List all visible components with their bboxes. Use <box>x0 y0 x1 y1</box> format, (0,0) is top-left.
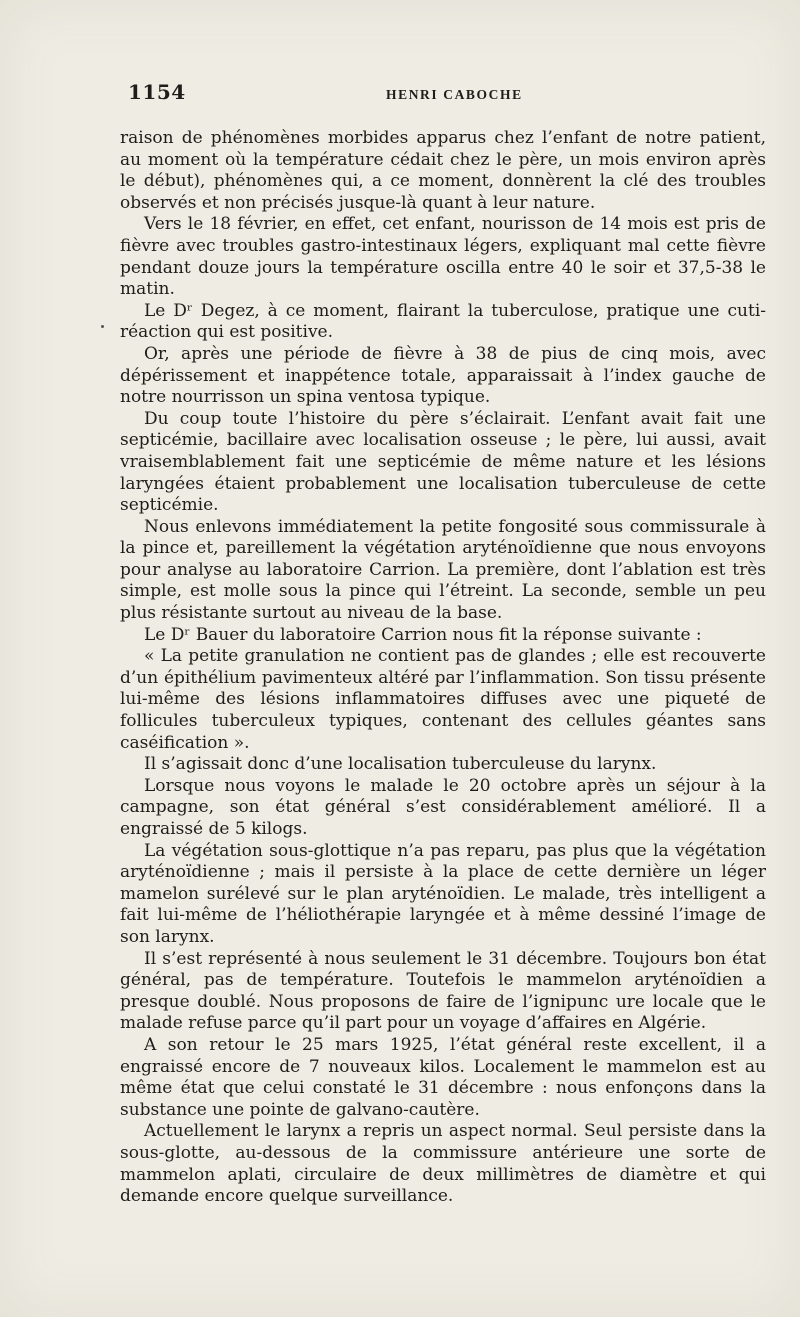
running-head-author: HENRI CABOCHE <box>386 87 523 102</box>
paragraph: Actuellement le larynx a repris un aspect normal. Seul persiste dans la sous-glotte, au-dessous de la commissure antérieure une sorte de mammelon aplati, circulaire de deux millimètres de diamètre et qui demande encore quelque surveillance. <box>120 1121 766 1207</box>
paragraph: Il s’est représenté à nous seulement le 31 décembre. Toujours bon état général, pas de température. Toutefois le mammelon aryténoïdien a presque doublé. Nous proposons de faire de l’ignipunc ure locale que le malade refuse parce qu’il part pour un voyage d’affaires en Algérie. <box>120 948 766 1034</box>
paragraph: Lorsque nous voyons le malade le 20 octobre après un séjour à la campagne, son état général s’est considérablement amélioré. Il a engraissé de 5 kilogs. <box>120 775 766 839</box>
paragraph: Nous enlevons immédiatement la petite fongosité sous commissurale à la pince et, pareillement la végétation aryténoïdienne que nous envoyons pour analyse au laboratoire Carrion. La première, dont l’ablation est très simple, est molle sous la pince qui l’étreint. La seconde, semble un peu plus résistante surtout au niveau de la base. <box>120 516 766 624</box>
paragraph: Le Dʳ Degez, à ce moment, flairant la tuberculose, pratique une cuti-réaction qui est positive. <box>120 300 766 343</box>
paragraph: Vers le 18 février, en effet, cet enfant, nourisson de 14 mois est pris de fièvre avec troubles gastro-intestinaux légers, expliquant mal cette fièvre pendant douze jours la température oscilla entre 40 le soir et 37,5-38 le matin. <box>120 214 766 300</box>
margin-speck <box>101 325 104 328</box>
quotation-paragraph: « La petite granulation ne contient pas de glandes ; elle est recouverte d’un épithélium pavimenteux altéré par l’inflammation. Son tissu présente lui-même des lésions inflammatoires diffuses avec une piqueté de follicules tuberculeux typiques, contenant des cellules géantes sans caséification ». <box>120 646 766 753</box>
body-text <box>120 128 766 1208</box>
page-header <box>128 80 764 112</box>
paragraph: raison de phénomènes morbides apparus chez l’enfant de notre patient, au moment où la température cédait chez le père, un mois environ après le début), phénomènes qui, a ce moment, donnèrent la clé des troubles observés et non précisés jusque-là quant à leur nature. <box>120 128 766 213</box>
paragraph: Il s’agissait donc d’une localisation tuberculeuse du larynx. <box>144 754 657 775</box>
paragraph: Du coup toute l’histoire du père s’éclairait. L’enfant avait fait une septicémie, bacillaire avec localisation osseuse ; le père, lui aussi, avait vraisemblablement fait une septicémie de même nature et les lésions laryngées étaient probablement une localisation tuberculeuse de cette septicémie. <box>120 408 766 516</box>
page-number: 1154 <box>128 80 186 104</box>
paragraph: A son retour le 25 mars 1925, l’état général reste excellent, il a engraissé encore de 7 nouveaux kilos. Localement le mammelon est au même état que celui constaté le 31 décembre : nous enfonçons dans la substance une pointe de galvano-cautère. <box>120 1034 766 1120</box>
paragraph: Or, après une période de fièvre à 38 de pius de cinq mois, avec dépérissement et inappétence totale, apparaissait à l’index gauche de notre nourrisson un spina ventosa typique. <box>120 343 766 408</box>
paragraph: La végétation sous-glottique n’a pas reparu, pas plus que la végétation aryténoïdienne ; mais il persiste à la place de cette dernière un léger mamelon surélevé sur le plan aryténoïdien. Le malade, très intelligent a fait lui-même de l’héliothérapie laryngée et à même dessiné l’image de son larynx. <box>120 840 766 947</box>
paragraph: Le Dʳ Bauer du laboratoire Carrion nous fit la réponse suivante : <box>144 624 702 645</box>
